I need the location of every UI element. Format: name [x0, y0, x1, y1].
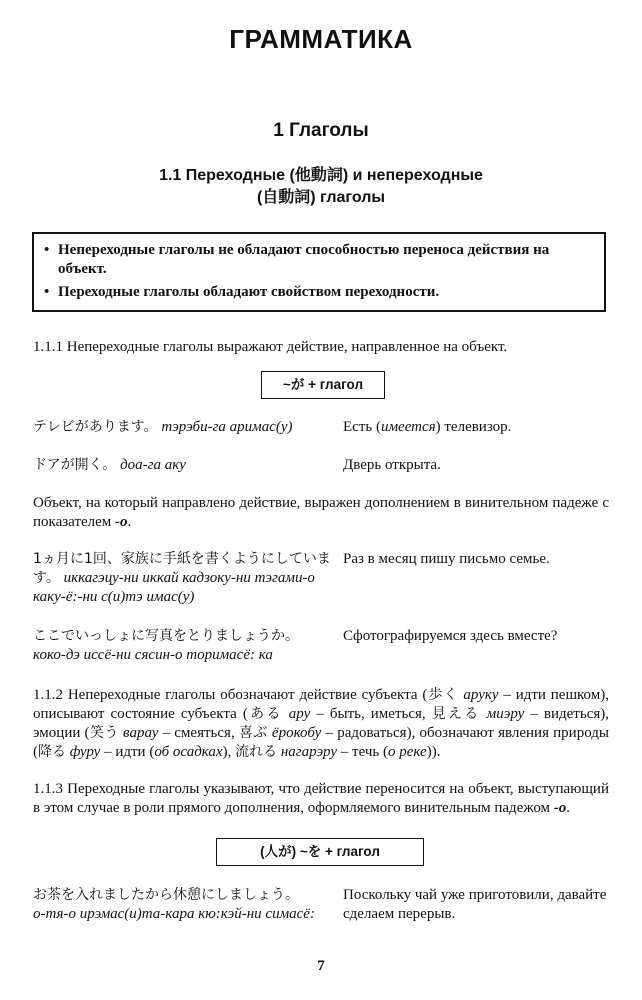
paragraph-1-1-3	[33, 780, 609, 818]
example-4-japanese	[33, 627, 338, 665]
p3-s2: – идти пешком), описывают состояние субъекта (	[33, 687, 609, 722]
example-1-ru-italic: имеется	[380, 419, 436, 435]
note-item: • Переходные глаголы обладают свойством переходности.	[44, 283, 592, 302]
paragraph-1-1-2	[33, 686, 609, 762]
p3-j5: 喜ぶ	[238, 725, 268, 741]
example-1-ru-b: ) телевизор.	[435, 419, 512, 435]
p3-j4: 笑う	[89, 725, 119, 741]
note-item: • Непереходные глаголы не обладают способностью переноса действия на объект.	[44, 241, 592, 279]
p3-j1: 歩く	[427, 687, 459, 703]
p2-end: .	[127, 514, 132, 530]
p3-s10: )).	[426, 744, 441, 760]
example-5-jp: お茶を入れましたから休憩にしましょう。	[33, 887, 299, 903]
p4-text: 1.1.3 Переходные глаголы указывают, что действие переносится на объект, выступающий в этом случае в роли прямого дополнения, оформляемого винительным падежом	[33, 781, 609, 816]
p3-t5: ёрокобу	[267, 725, 322, 741]
p3-i7: об осадках	[154, 744, 223, 760]
p3-t2: ару	[282, 706, 311, 722]
p3-t3: миэру	[480, 706, 525, 722]
section-title: 1 Глаголы	[273, 120, 369, 141]
example-2-translation: Дверь открыта.	[343, 457, 441, 473]
p3-t4: варау	[118, 725, 159, 741]
paragraph-object	[33, 494, 609, 532]
example-5-transcription: о-тя-о ирэмас(и)та-кара кю:кэй-ни симасё:	[33, 906, 315, 922]
example-3-japanese	[33, 550, 338, 607]
paragraph-1-1-1: 1.1.1 Непереходные глаголы выражают действие, направленное на объект.	[33, 339, 508, 355]
formula-ga-verb: ~が + глагол	[261, 371, 385, 399]
example-3-jp: 1ヵ月に1回、家族に手紙を書くようにしています。	[33, 551, 331, 586]
p3-t1: аруку	[458, 687, 499, 703]
example-3-transcription: иккагэцу-ни иккай кадзоку-ни тэгами-о каку-ё:-ни с(и)тэ имас(у)	[33, 570, 315, 605]
example-2-japanese	[33, 456, 338, 475]
p2-marker: -о	[115, 514, 128, 530]
example-1-ru-a: Есть (	[343, 419, 381, 435]
example-1-translation	[343, 418, 613, 437]
p3-s4: – видеться), эмоции (	[33, 706, 610, 741]
page-title: ГРАММАТИКА	[229, 24, 413, 54]
p3-i9: о реке	[388, 744, 427, 760]
p3-s9: – течь (	[337, 744, 388, 760]
p3-t6: фуру	[66, 744, 101, 760]
p3-s7: – идти (	[100, 744, 155, 760]
p3-j6: 降る	[38, 744, 66, 760]
example-1-jp: テレビがあります。	[33, 419, 158, 435]
example-3-translation: Раз в месяц пишу письмо семье.	[343, 551, 550, 567]
p3-j8: 流れる	[235, 744, 278, 760]
p4-end: .	[566, 800, 571, 816]
p3-s6: – радоваться), обозначают явления природы (	[33, 725, 609, 760]
example-4-transcription: коко-дэ иссё-ни сясин-о торимасё: ка	[33, 647, 273, 663]
p3-j3: 見える	[431, 706, 481, 722]
example-4-jp: ここでいっしょに写真をとりましょうか。	[33, 628, 299, 644]
example-2-jp: ドアが開く。	[33, 457, 117, 473]
subsection-title-line1: 1.1 Переходные (他動詞) и непереходные	[159, 167, 483, 184]
p4-marker: -о	[553, 800, 567, 816]
p3-t8: нагарэру	[277, 744, 338, 760]
p3-s3: – быть, иметься,	[310, 706, 432, 722]
example-1-transcription: тэрэби-га аримас(у)	[161, 419, 293, 435]
p3-s1: 1.1.2 Непереходные глаголы обозначают действие субъекта (	[33, 687, 428, 703]
example-1-japanese	[33, 418, 338, 437]
p3-j2: ある	[247, 706, 283, 722]
notes-box	[32, 232, 606, 312]
formula-wo-verb: (人が) ~を + глагол	[216, 838, 424, 866]
page-number: 7	[317, 958, 325, 974]
example-4-translation: Сфотографируемся здесь вместе?	[343, 628, 558, 644]
subsection-title-line2: (自動詞) глаголы	[256, 189, 386, 206]
example-2-transcription: доа-га аку	[120, 457, 186, 473]
example-5-translation: Поскольку чай уже приготовили, давайте сделаем перерыв.	[343, 887, 607, 922]
p3-s8: ),	[222, 744, 236, 760]
p3-s5: – смеяться,	[158, 725, 239, 741]
example-5-japanese	[33, 886, 338, 924]
subsection-title	[0, 165, 642, 209]
p2-text: Объект, на который направлено действие, выражен дополнением в винительном падеже с показателем	[33, 495, 609, 530]
